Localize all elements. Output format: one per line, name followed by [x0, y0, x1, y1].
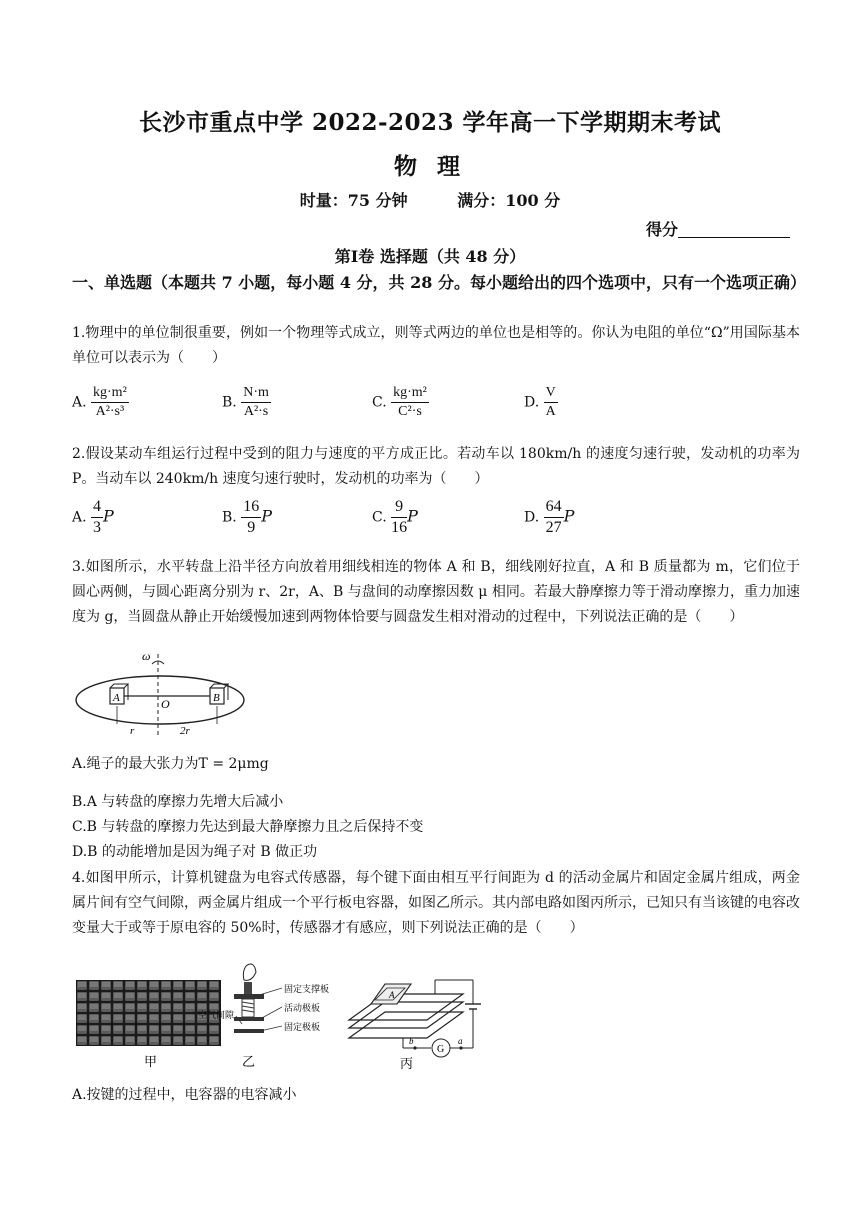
q3-option-c: C.B 与转盘的摩擦力先达到最大静摩擦力且之后保持不变: [72, 819, 424, 835]
q4-stem: 4.如图甲所示，计算机键盘为电容式传感器，每个键下面由相互平行间距为 d 的活动金属片和固定金属片组成，两金属片间有空气间隙，两金属片组成一个平行板电容器，如图乙所示。其内部电路如图丙所示，已知只有当该键的电容改变量大于或等于原电容的 50%时，传感器才有感应，则下列说法正确的是（ ）: [72, 870, 800, 936]
q3-stem: 3.如图所示，水平转盘上沿半径方向放着用细线相连的物体 A 和 B，细线刚好拉直，A 和 B 质量都为 m，它们位于圆心两侧，与圆心距离分别为 r、2r，A、B 与盘间的动摩擦因数 μ 相同。若最大静摩擦力等于滑动摩擦力，重力加速度为 g，当圆盘从静止开始缓慢加速到两物体恰要与圆盘发生相对滑动的过程中，下列说法正确的是（ ）: [72, 559, 800, 625]
fixed-plate-label: 固定极板: [284, 1022, 321, 1032]
exam-title: 长沙市重点中学 2022-2023 学年高一下学期期末考试: [138, 109, 722, 136]
moving-plate-label: 活动极板: [284, 1003, 321, 1013]
q1-option-a-fraction: $\frac{\text{kg·m²}}{\text{A²·s³}}$: [93, 385, 127, 419]
point-b-label: b: [409, 1036, 414, 1046]
capacitor-key-figure: [198, 960, 338, 1072]
q3-option-d: D.B 的动能增加是因为绳子对 B 做正功: [72, 844, 318, 860]
circuit-figure: [345, 964, 485, 1072]
section-heading: 一、单选题（本题共 7 小题，每小题 4 分，共 28 分。每小题给出的四个选项中，只有一个选项正确）: [72, 273, 806, 292]
q1-option-c-fraction: $\frac{\text{kg·m²}}{\text{C²·s}}$: [393, 385, 427, 419]
key-a-label: A: [389, 990, 395, 1000]
point-a-label: a: [458, 1036, 463, 1046]
radius-r-label: r: [130, 725, 135, 737]
fig-yi-label: 乙: [242, 1054, 256, 1069]
q2-option-b: B. $\frac{16}{9}$ P: [222, 498, 272, 536]
score-blank: [678, 221, 790, 238]
air-gap-label: 空气间隙: [198, 1010, 235, 1020]
q4-option-a: A.按键的过程中，电容器的电容减小: [72, 1087, 297, 1103]
q3-option-a: A.绳子的最大张力为T = 2μmg: [72, 756, 269, 772]
q2-option-d: D. $\frac{64}{27}$ P: [524, 498, 575, 536]
q1-option-b: B. $\frac{N\cdot m}{\text{A²·s}}$: [222, 385, 269, 419]
exam-time: 时量：75 分钟: [299, 191, 408, 210]
fig-bing-label: 丙: [400, 1056, 414, 1071]
radius-2r-label: 2r: [180, 725, 190, 737]
block-a-label: A: [113, 692, 120, 704]
q1-option-d-fraction: $\frac{V}{A}$: [545, 385, 556, 419]
q3-option-b: B.A 与转盘的摩擦力先增大后减小: [72, 794, 284, 810]
score-label: 得分: [645, 220, 678, 239]
fig-jia-label: 甲: [144, 1054, 158, 1069]
q1-option-d: D. $\frac{V}{A}$: [524, 385, 556, 419]
turntable-figure: [72, 648, 248, 740]
exam-full-score: 满分：100 分: [457, 191, 561, 210]
galvanometer-label: G: [437, 1044, 445, 1055]
center-o-label: O: [161, 697, 170, 711]
q2-option-c: C. $\frac{9}{16}$ P: [372, 498, 418, 536]
section-title: 第Ⅰ卷 选择题（共 48 分）: [334, 247, 526, 266]
omega-label: ω: [142, 649, 151, 663]
q1-stem: 1.物理中的单位制很重要，例如一个物理等式成立，则等式两边的单位也是相等的。你认为电阻的单位“Ω”用国际基本单位可以表示为（ ）: [72, 325, 800, 366]
block-b-label: B: [213, 692, 220, 704]
q2-stem: 2.假设某动车组运行过程中受到的阻力与速度的平方成正比。若动车以 180km/h 的速度匀速行驶，发动机的功率为 P。当动车以 240km/h 速度匀速行驶时，发动机的功率为（ ）: [72, 446, 800, 487]
fixed-support-label: 固定支撑板: [284, 984, 330, 994]
q1-option-a: A. $\frac{\text{kg·m²}}{\text{A²·s³}}$: [72, 385, 127, 419]
q1-option-b-fraction: $\frac{N\cdot m}{\text{A²·s}}$: [243, 385, 269, 419]
q2-option-a: A. $\frac{4}{3}$ P: [72, 498, 114, 536]
q1-option-c: C. $\frac{\text{kg·m²}}{\text{C²·s}}$: [372, 385, 427, 419]
score-field: [646, 217, 790, 240]
subject-title: 物 理: [393, 153, 466, 180]
exam-info: [0, 188, 860, 211]
